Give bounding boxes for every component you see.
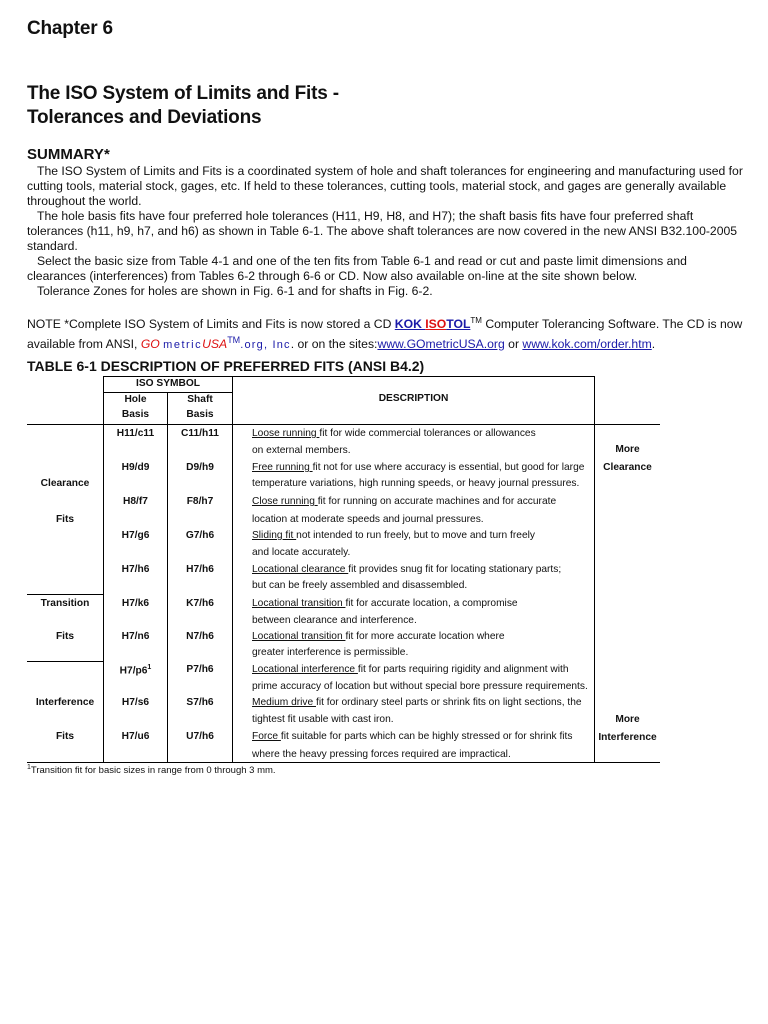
hole-basis-cell: H11/c11 xyxy=(116,428,155,439)
description-header: DESCRIPTION xyxy=(378,393,449,404)
hole-basis-cell: H9/d9 xyxy=(121,462,150,473)
shaft-basis-cell: F8/h7 xyxy=(186,496,214,507)
table-rule xyxy=(103,392,232,393)
fit-description: Force fit suitable for parts which can be highly stressed or for shrink fits xyxy=(252,731,573,742)
fit-description-line-2: and locate accurately. xyxy=(252,547,351,558)
shaft-basis-cell: H7/h6 xyxy=(186,564,214,575)
hole-basis-cell: H7/n6 xyxy=(121,631,150,642)
fit-description-line-2: greater interference is permissible. xyxy=(252,647,409,658)
iso-symbol-header: ISO SYMBOL xyxy=(136,378,200,389)
title-line-1: The ISO System of Limits and Fits - xyxy=(27,83,339,104)
footnote-marker: 1 xyxy=(27,764,31,771)
shaft-basis-cell: K7/h6 xyxy=(186,598,214,609)
title-line-2: Tolerances and Deviations xyxy=(27,107,262,128)
fit-description-line-2: temperature variations, high running speeds, or heavy journal pressures. xyxy=(252,478,580,489)
note-paragraph xyxy=(27,313,743,353)
fit-description: Locational clearance fit provides snug fit for locating stationary parts; xyxy=(252,564,562,575)
table-title: TABLE 6-1 DESCRIPTION OF PREFERRED FITS (ANSI B4.2) xyxy=(27,358,425,374)
clearance-group-label: Clearance xyxy=(40,478,90,489)
fit-description: Free running fit not for use where accuracy is essential, but good for large xyxy=(252,462,585,473)
note-prefix: NOTE *Complete ISO System of Limits and Fits is now stored a CD xyxy=(27,317,395,332)
fit-description: Locational transition fit for accurate location, a compromise xyxy=(252,598,518,609)
fit-description-line-2: on external members. xyxy=(252,445,351,456)
fit-description: Close running fit for running on accurate machines and for accurate xyxy=(252,496,557,507)
hole-basis-cell: H7/s6 xyxy=(121,697,150,708)
kok-order-link[interactable]: www.kok.com/order.htm xyxy=(522,336,652,351)
table-rule xyxy=(27,762,660,763)
page-title xyxy=(27,82,339,130)
fit-name: Medium drive xyxy=(252,697,316,708)
shaft-basis-cell: P7/h6 xyxy=(186,664,214,675)
hole-basis-cell: H7/k6 xyxy=(121,598,150,609)
table-rule xyxy=(27,424,660,425)
fit-name: Sliding fit xyxy=(252,530,297,541)
fit-description: Sliding fit not intended to run freely, but to move and turn freely xyxy=(252,530,535,541)
note-or-text: or xyxy=(504,336,523,351)
summary-paragraph: Select the basic size from Table 4-1 and one of the ten fits from Table 6-1 and read or cut and paste limit dimensions and clearances (interferences) from Tables 6-2 through 6-6 or CD. Now also available on-line at the site shown below. xyxy=(27,254,687,283)
fit-name: Loose running xyxy=(252,428,320,439)
gometric-logo-go: GO xyxy=(140,336,160,351)
shaft-basis-header: Basis xyxy=(186,409,214,420)
summary-paragraph: The ISO System of Limits and Fits is a coordinated system of hole and shaft tolerances for engineering and manufacturing used for cutting tools, material stock, gages, etc. If held to these tolerances, cutting tools, material stock, and gages are generally available throughout the world. xyxy=(27,164,743,208)
fit-description-line-2: but can be freely assembled and disassembled. xyxy=(252,580,468,591)
more-interference-label: More xyxy=(615,714,640,725)
fit-description-line-2: tightest fit usable with cast iron. xyxy=(252,714,394,725)
interference-group-label: Fits xyxy=(55,731,75,742)
hole-basis-cell: H7/g6 xyxy=(121,530,150,541)
table-footnote: $^1$Transition fit for basic sizes in range from 0 through 3 mm. xyxy=(27,764,276,777)
shaft-basis-header: Shaft xyxy=(187,394,213,405)
fit-name: Locational transition xyxy=(252,598,346,609)
note-sites-text: . or on the sites: xyxy=(290,336,378,351)
more-clearance-label: More xyxy=(615,444,640,455)
transition-group-label: Transition xyxy=(40,598,90,609)
fit-description: Locational transition fit for more accurate location where xyxy=(252,631,505,642)
shaft-basis-cell: S7/h6 xyxy=(186,697,214,708)
hole-basis-cell: H8/f7 xyxy=(123,496,148,507)
shaft-basis-cell: C11/h11 xyxy=(181,428,219,439)
table-rule xyxy=(27,661,103,662)
fit-description: Locational interference fit for parts requiring rigidity and alignment with xyxy=(252,664,569,675)
more-interference-label: Interference xyxy=(598,732,657,743)
more-clearance-label: Clearance xyxy=(603,462,652,473)
gometric-logo-org: .org, Inc xyxy=(240,338,291,351)
kok-logo-text: KOK xyxy=(394,317,426,332)
fit-description: Loose running fit for wide commercial tolerances or allowances xyxy=(252,428,536,439)
table-rule xyxy=(103,376,594,377)
fit-name: Locational transition xyxy=(252,631,346,642)
gometricusa-link[interactable]: www.GOmetricUSA.org xyxy=(377,336,505,351)
summary-heading: SUMMARY* xyxy=(27,146,110,163)
gometric-logo-metric: metric xyxy=(163,338,203,351)
shaft-basis-cell: U7/h6 xyxy=(186,731,214,742)
hole-basis-header: Hole xyxy=(124,394,147,405)
gometric-logo-usa: USA xyxy=(202,336,228,351)
clearance-group-label: Fits xyxy=(55,514,75,525)
table-rule xyxy=(27,594,103,595)
transition-group-label: Fits xyxy=(55,631,75,642)
tol-logo-text: TOL xyxy=(446,317,471,332)
chapter-heading: Chapter 6 xyxy=(27,18,113,39)
hole-basis-header: Basis xyxy=(121,409,150,420)
gometric-logo-tm: TM xyxy=(227,334,241,345)
summary-paragraph: Tolerance Zones for holes are shown in Fig. 6-1 and for shafts in Fig. 6-2. xyxy=(37,284,433,298)
note-end: . xyxy=(651,336,656,351)
shaft-basis-cell: G7/h6 xyxy=(185,530,215,541)
hole-basis-cell: $H7/p6^1$ xyxy=(119,664,152,677)
fit-description: Medium drive fit for ordinary steel parts or shrink fits on light sections, the xyxy=(252,697,582,708)
summary-paragraph: The hole basis fits have four preferred hole tolerances (H11, H9, H8, and H7); the shaft basis fits have four preferred shaft tolerances (h11, h9, h7, and h6) as shown in Table 6-1. The above shaft tolerances are now covered in the new ANSI B32.100-2005 standard. xyxy=(27,209,738,253)
fit-name: Locational interference xyxy=(252,664,358,675)
hole-basis-cell: H7/u6 xyxy=(121,731,150,742)
fit-description-line-2: between clearance and interference. xyxy=(252,615,417,626)
fit-name: Free running xyxy=(252,462,313,473)
footnote-ref: 1 xyxy=(147,664,152,671)
fit-description-line-2: location at moderate speeds and journal pressures. xyxy=(252,514,484,525)
interference-group-label: Interference xyxy=(35,697,95,708)
fit-name: Force xyxy=(252,731,281,742)
fit-description-line-2: prime accuracy of location but without special bore pressure requirements. xyxy=(252,681,588,692)
note-middle: Computer Tolerancing Software. The CD is now available from ANSI, xyxy=(27,317,743,351)
table-rule xyxy=(232,376,233,763)
shaft-basis-cell: D9/h9 xyxy=(186,462,214,473)
iso-logo-text: ISO xyxy=(425,317,447,332)
summary-body xyxy=(27,164,743,299)
fit-name: Locational clearance xyxy=(252,564,349,575)
trademark-mark: TM xyxy=(470,316,482,325)
shaft-basis-cell: N7/h6 xyxy=(186,631,214,642)
fit-description-line-2: where the heavy pressing forces required are impractical. xyxy=(252,749,511,760)
table-rule xyxy=(594,376,595,763)
hole-basis-cell: H7/h6 xyxy=(121,564,150,575)
fit-name: Close running xyxy=(252,496,318,507)
